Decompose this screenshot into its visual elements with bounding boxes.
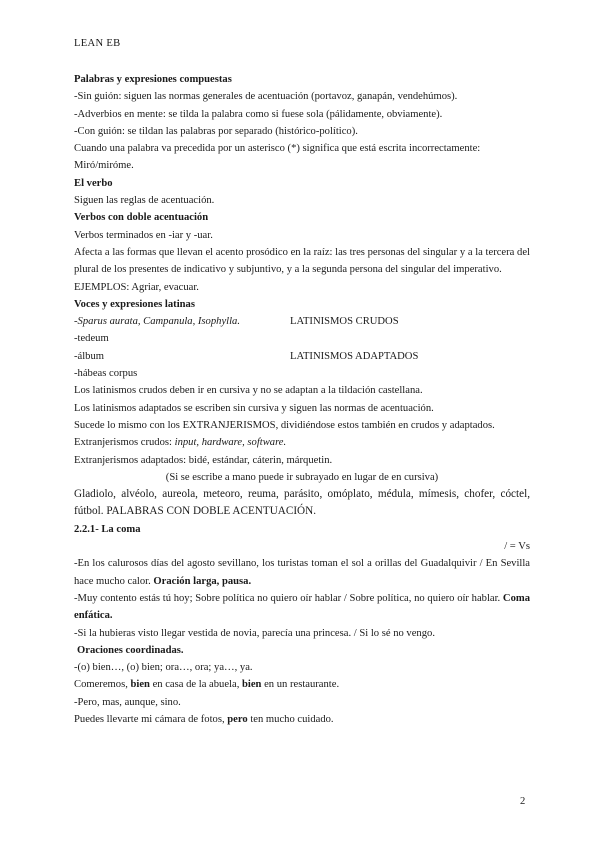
paragraph-line: Siguen las reglas de acentuación. <box>74 195 215 207</box>
paragraph-line: Cuando una palabra va precedida por un asterisco (*) significa que está escrita incorrectamente: <box>74 143 481 155</box>
handwritten-note: (Si se escribe a mano puede ir subrayado en lugar de en cursiva) <box>165 471 439 483</box>
text-run-bold: pero <box>227 713 248 725</box>
latin-category-label: LATINISMOS CRUDOS <box>290 316 399 328</box>
paragraph-line: Los latinismos adaptados se escriben sin cursiva y siguen las normas de acentuación. <box>74 402 434 414</box>
paragraph-line: -Con guión: se tildan las palabras por separado (histórico-político). <box>74 125 358 137</box>
paragraph-line: -Si la hubieras visto llegar vestida de novia, parecía una princesa. / Si lo sé no vengo. <box>74 627 435 639</box>
text-run: en un restaurante. <box>261 679 340 691</box>
paragraph-line <box>74 711 530 728</box>
paragraph-line: Miró/miróme. <box>74 160 134 172</box>
latin-row <box>74 348 530 365</box>
paragraph-line: -Pero, mas, aunque, sino. <box>74 696 181 708</box>
example-text: -Muy contento estás tú hoy; Sobre política no quiero oír hablar / Sobre política, no quiero oír hablar. <box>74 592 503 604</box>
paragraph: Sucede lo mismo con los EXTRANJERISMOS, dividiéndose estos también en crudos y adaptados. <box>74 419 495 431</box>
document-header: LEAN EB <box>74 38 121 49</box>
paragraph-line: -Sin guión: siguen las normas generales de acentuación (portavoz, ganapán, vendehúmos). <box>74 91 458 103</box>
section-heading-latinas: Voces y expresiones latinas <box>74 298 195 310</box>
text-run: Puedes llevarte mi cámara de fotos, <box>74 713 228 725</box>
section-heading-coma: 2.2.1- La coma <box>74 523 141 535</box>
paragraph-line: EJEMPLOS: Agriar, evacuar. <box>74 281 199 293</box>
crudos-items: input, hardware, software. <box>174 437 287 449</box>
text-run-bold: bien <box>130 679 150 691</box>
text-run-bold: bien <box>242 679 262 691</box>
section-heading-verbo: El verbo <box>74 177 113 189</box>
example-text: -En los calurosos días del agosto sevillano, los turistas toman el sol a orillas del Guadalquivir / En Sevilla hace mucho calor. <box>74 558 530 587</box>
latin-row: -tedeum <box>74 333 109 345</box>
paragraph-line: -Adverbios en mente: se tilda la palabra como si fuese sola (pálidamente, obviamente). <box>74 108 443 120</box>
example-note: Oración larga, pausa. <box>153 575 252 587</box>
paragraph-line: Verbos terminados en -iar y -uar. <box>74 229 213 241</box>
section-heading-doble-acentuacion: Verbos con doble acentuación <box>74 212 209 224</box>
crudos-label: Extranjerismos crudos: <box>74 437 175 449</box>
paragraph: Gladiolo, alvéolo, aureola, meteoro, reuma, parásito, omóplato, médula, mímesis, chofer, cóctel, fútbol. PALABRAS CON DOBLE ACENTUACIÓN. <box>74 488 530 518</box>
latin-example: -álbum <box>74 350 105 362</box>
paragraph-line: Los latinismos crudos deben ir en cursiva y no se adaptan a la tildación castellana. <box>74 385 423 397</box>
formula: / = Vs <box>504 541 530 553</box>
latin-example: -Sparus aurata, Campanula, Isophylla. <box>74 316 240 328</box>
latin-row: -hábeas corpus <box>74 368 138 380</box>
subheading-coordinadas: Oraciones coordinadas. <box>77 644 184 656</box>
paragraph-line <box>74 434 530 451</box>
section-heading-compuestas: Palabras y expresiones compuestas <box>74 74 232 85</box>
paragraph: Afecta a las formas que llevan el acento prosódico en la raíz: las tres personas del singular y a la tercera del plural de los presentes de indicativo y subjuntivo, y a la segunda persona del singular del imperativo. <box>74 246 530 276</box>
paragraph-line: Extranjerismos adaptados: bidé, estándar, cáterin, márquetin. <box>74 454 333 466</box>
example-note: Coma enfática. <box>74 592 530 622</box>
paragraph <box>74 555 530 590</box>
paragraph-line <box>74 676 530 693</box>
paragraph <box>74 590 530 625</box>
latin-category-label: LATINISMOS ADAPTADOS <box>290 350 419 362</box>
page-number: 2 <box>520 796 526 807</box>
latin-row <box>74 313 530 330</box>
paragraph-line: -(o) bien…, (o) bien; ora…, ora; ya…, ya. <box>74 662 253 674</box>
text-run: Comeremos, <box>74 679 131 691</box>
document-body <box>74 71 530 728</box>
text-run: en casa de la abuela, <box>149 679 242 691</box>
text-run: ten mucho cuidado. <box>247 713 334 725</box>
